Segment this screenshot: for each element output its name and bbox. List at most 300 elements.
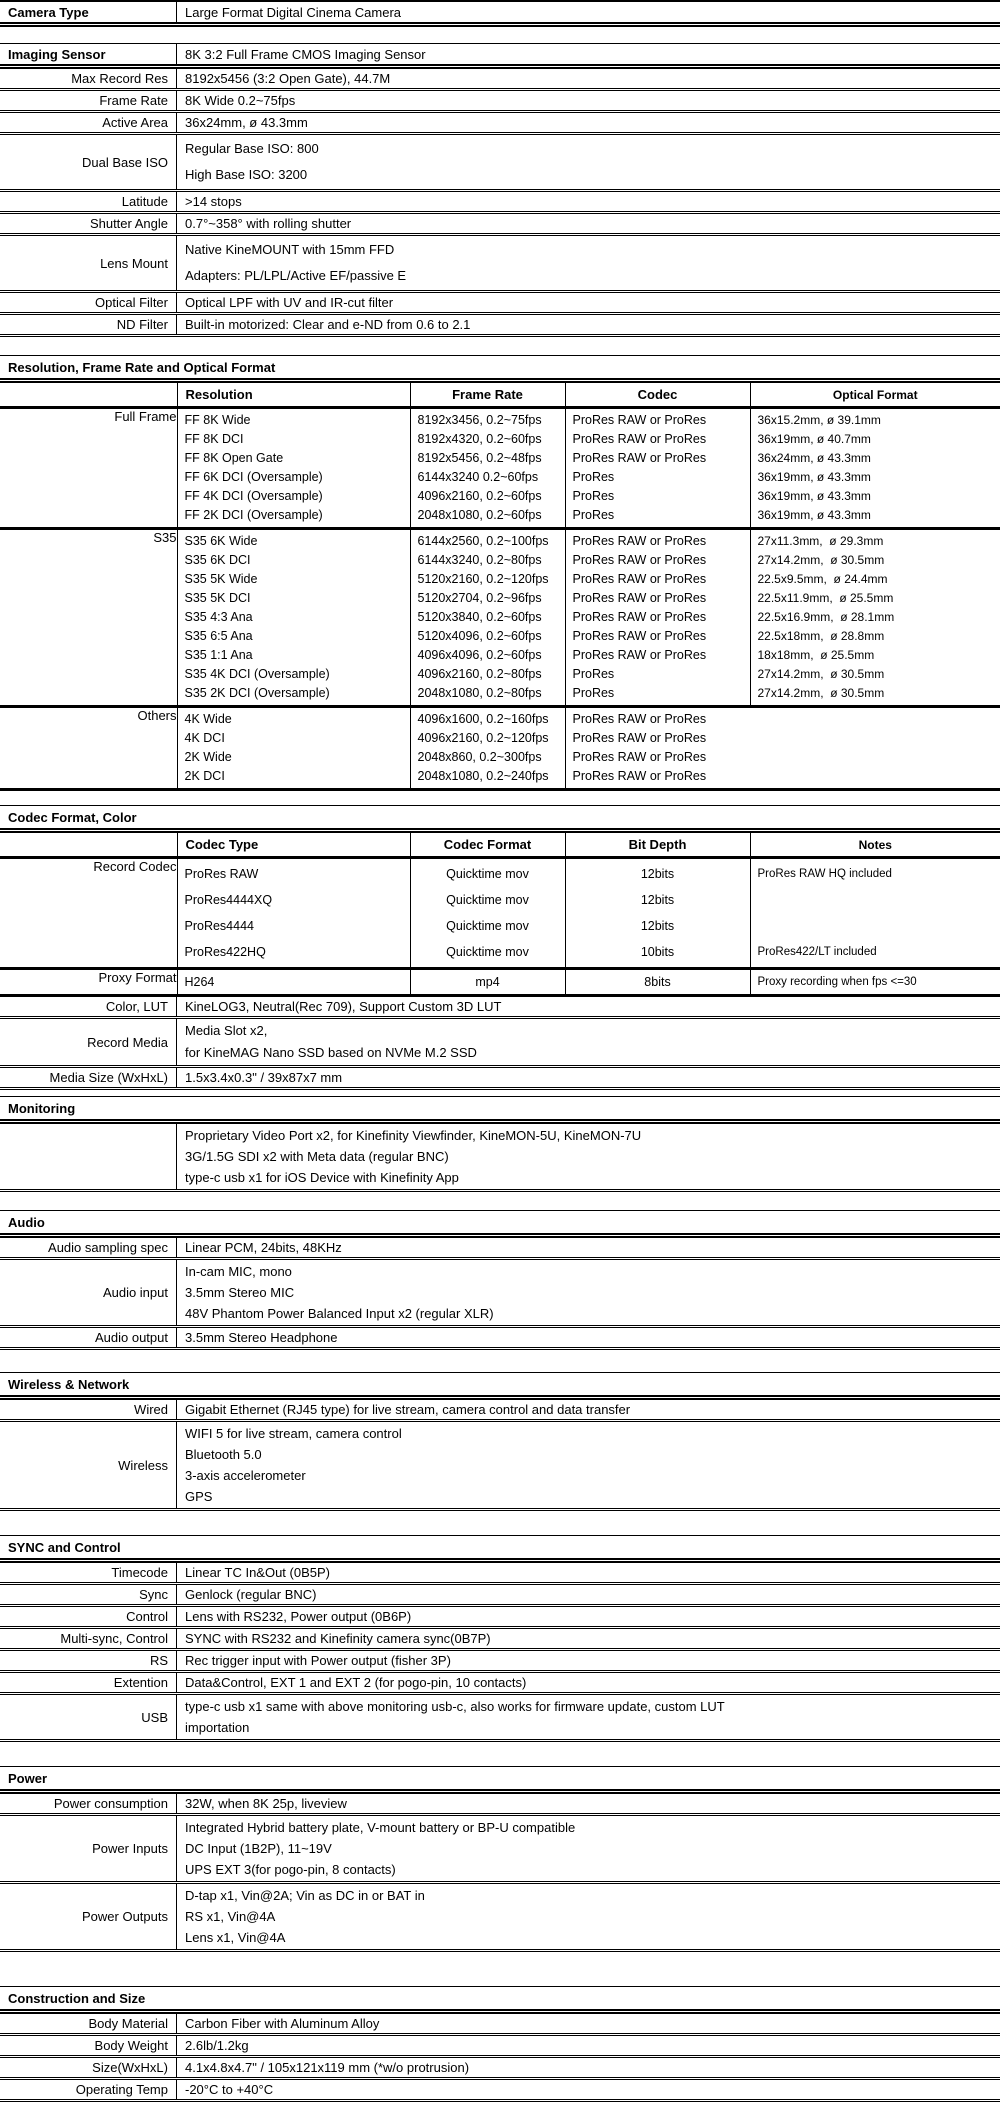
grid-cell-line: S35 6K DCI [178, 551, 410, 570]
spec-value-line: 48V Phantom Power Balanced Input x2 (regular XLR) [185, 1303, 1000, 1324]
grid-cell-line: ProRes RAW or ProRes [566, 710, 1000, 729]
spec-value-line: importation [185, 1717, 1000, 1738]
spec-row-value [177, 135, 1000, 189]
spec-value-line: SYNC with RS232 and Kinefinity camera sync(0B7P) [185, 1630, 1000, 1647]
grid-group-row [0, 707, 1000, 790]
grid-col-header: Codec Format [410, 833, 565, 858]
grid-cell-line: S35 2K DCI (Oversample) [178, 684, 410, 703]
spec-row-label: Max Record Res [0, 69, 177, 88]
grid-cell-line: 4096x4096, 0.2~60fps [411, 646, 565, 665]
spec-grid-resolution [0, 383, 1000, 791]
grid-cell [177, 969, 410, 996]
spec-value-line: Optical LPF with UV and IR-cut filter [185, 294, 1000, 311]
spec-row-label: Body Material [0, 2014, 177, 2033]
grid-cell-line: 8bits [566, 972, 750, 992]
grid-cell-line: ProRes RAW or ProRes [566, 767, 1000, 786]
spec-row-label: Audio sampling spec [0, 1238, 177, 1257]
section-header [0, 1766, 1000, 1794]
spec-row-label: Body Weight [0, 2036, 177, 2055]
grid-cell-line: ProRes RAW [178, 861, 410, 887]
section-camera-type [0, 0, 1000, 27]
grid-cell-line: 22.5x9.5mm, ø 24.4mm [751, 570, 1000, 589]
spec-value-line: Lens x1, Vin@4A [185, 1927, 1000, 1948]
grid-cell-line: S35 5K Wide [178, 570, 410, 589]
grid-cell-line: 5120x3840, 0.2~60fps [411, 608, 565, 627]
spec-row [0, 236, 1000, 293]
spec-value-line: 3-axis accelerometer [185, 1465, 1000, 1486]
spec-row [0, 1884, 1000, 1952]
section-sync [0, 1535, 1000, 1742]
spec-row-value [177, 1068, 1000, 1087]
grid-col-header: Frame Rate [410, 383, 565, 408]
spec-row [0, 214, 1000, 236]
grid-col-header: Resolution [177, 383, 410, 408]
section-title: Imaging Sensor [0, 44, 177, 64]
grid-cell-line: S35 1:1 Ana [178, 646, 410, 665]
section-header [0, 0, 1000, 27]
spec-row [0, 1124, 1000, 1192]
spec-row [0, 69, 1000, 91]
spec-row-label: Timecode [0, 1563, 177, 1582]
grid-group-label: Record Codec [0, 858, 177, 969]
spec-row [0, 1019, 1000, 1068]
spec-row-label: Power Inputs [0, 1816, 177, 1881]
spec-row-label: Wireless [0, 1422, 177, 1508]
grid-cell-line: 36x15.2mm, ø 39.1mm [751, 411, 1000, 430]
spec-row [0, 997, 1000, 1019]
spec-row [0, 135, 1000, 192]
spec-row [0, 1695, 1000, 1742]
spec-row-value [177, 1794, 1000, 1813]
spec-row-value [177, 192, 1000, 211]
section-title: Resolution, Frame Rate and Optical Format [0, 356, 1000, 378]
grid-cell [565, 969, 750, 996]
spec-value-line: D-tap x1, Vin@2A; Vin as DC in or BAT in [185, 1885, 1000, 1906]
spec-row [0, 113, 1000, 135]
grid-cell-line: ProRes RAW or ProRes [566, 646, 750, 665]
grid-cell-line: 36x24mm, ø 43.3mm [751, 449, 1000, 468]
spec-row [0, 315, 1000, 337]
spec-value-line: 36x24mm, ø 43.3mm [185, 114, 1000, 131]
grid-cell-line: H264 [178, 972, 410, 992]
spec-value-line: Native KineMOUNT with 15mm FFD [185, 237, 1000, 263]
grid-group-row [0, 529, 1000, 707]
spec-value-line: KineLOG3, Neutral(Rec 709), Support Custom 3D LUT [185, 998, 1000, 1015]
spec-row [0, 91, 1000, 113]
spec-row-label: Control [0, 1607, 177, 1626]
grid-cell-line: 27x14.2mm, ø 30.5mm [751, 551, 1000, 570]
grid-col-header: Codec [565, 383, 750, 408]
spec-value-line: WIFI 5 for live stream, camera control [185, 1423, 1000, 1444]
spec-row-value [177, 1651, 1000, 1670]
grid-cell [750, 969, 1000, 996]
section-header [0, 43, 1000, 69]
spec-value-line: Bluetooth 5.0 [185, 1444, 1000, 1465]
spec-row [0, 1400, 1000, 1422]
grid-cell-line: Proxy recording when fps <=30 [751, 972, 1000, 992]
grid-cell-line: 4K DCI [178, 729, 410, 748]
spec-row [0, 1629, 1000, 1651]
section-audio [0, 1210, 1000, 1350]
grid-group-label: S35 [0, 529, 177, 707]
grid-head [0, 383, 1000, 408]
grid-col-header: Codec Type [177, 833, 410, 858]
grid-cell [410, 969, 565, 996]
grid-cell-line: 18x18mm, ø 25.5mm [751, 646, 1000, 665]
section-title: Wireless & Network [0, 1373, 1000, 1395]
grid-cell-line [751, 887, 1000, 913]
grid-cell-line: 5120x2704, 0.2~96fps [411, 589, 565, 608]
spec-row [0, 1673, 1000, 1695]
spec-value-line: 32W, when 8K 25p, liveview [185, 1795, 1000, 1812]
spec-row-label: Size(WxHxL) [0, 2058, 177, 2077]
section-header [0, 355, 1000, 383]
grid-cell [565, 858, 750, 969]
spec-row-value [177, 1400, 1000, 1419]
section-header-value: 8K 3:2 Full Frame CMOS Imaging Sensor [177, 44, 1000, 64]
spec-row-value [177, 293, 1000, 312]
grid-cell-line: 5120x4096, 0.2~60fps [411, 627, 565, 646]
grid-cell [565, 408, 750, 529]
section-header [0, 1210, 1000, 1238]
section-title: Construction and Size [0, 1987, 1000, 2009]
grid-cell-line: ProRes RAW or ProRes [566, 627, 750, 646]
grid-header-row [0, 833, 1000, 858]
spec-row [0, 1651, 1000, 1673]
spec-value-line: GPS [185, 1486, 1000, 1507]
spec-row-label: Multi-sync, Control [0, 1629, 177, 1648]
section-header [0, 1986, 1000, 2014]
grid-cell-line: FF 2K DCI (Oversample) [178, 506, 410, 525]
section-construction [0, 1986, 1000, 2102]
section-power [0, 1766, 1000, 1952]
grid-cell-line: 4096x2160, 0.2~60fps [411, 487, 565, 506]
grid-cell [177, 858, 410, 969]
spec-row-value [177, 236, 1000, 290]
grid-cell [565, 529, 750, 707]
grid-cell [750, 858, 1000, 969]
spec-row-label: Operating Temp [0, 2080, 177, 2099]
spec-value-line: type-c usb x1 for iOS Device with Kinefinity App [185, 1167, 1000, 1188]
grid-cell-line: 27x14.2mm, ø 30.5mm [751, 665, 1000, 684]
spec-row-label: ND Filter [0, 315, 177, 334]
spec-row-value [177, 1260, 1000, 1325]
grid-cell-line: 4096x2160, 0.2~120fps [411, 729, 565, 748]
grid-cell-line: 8192x5456, 0.2~48fps [411, 449, 565, 468]
spec-value-line: 3.5mm Stereo Headphone [185, 1329, 1000, 1346]
spec-row-value [177, 1629, 1000, 1648]
grid-cell-line: ProRes RAW or ProRes [566, 570, 750, 589]
grid-cell-line: 4K Wide [178, 710, 410, 729]
grid-body [0, 408, 1000, 790]
spec-row [0, 2014, 1000, 2036]
spec-row-value [177, 1238, 1000, 1257]
spec-row-label: Audio input [0, 1260, 177, 1325]
grid-cell-line: 27x14.2mm, ø 30.5mm [751, 684, 1000, 703]
grid-cell-line: Quicktime mov [411, 913, 565, 939]
grid-cell [410, 858, 565, 969]
section-resolution [0, 355, 1000, 791]
spec-row [0, 1585, 1000, 1607]
spec-row-label: Color, LUT [0, 997, 177, 1016]
spec-row-label: Latitude [0, 192, 177, 211]
grid-cell-line: S35 6K Wide [178, 532, 410, 551]
spec-value-line: type-c usb x1 same with above monitoring usb-c, also works for firmware update, custom LUT [185, 1696, 1000, 1717]
grid-group-label: Others [0, 707, 177, 790]
spec-row-value [177, 91, 1000, 110]
grid-cell-line: 8192x3456, 0.2~75fps [411, 411, 565, 430]
grid-cell-line: 2K Wide [178, 748, 410, 767]
grid-cell-line: FF 8K Open Gate [178, 449, 410, 468]
grid-cell-line: 36x19mm, ø 43.3mm [751, 487, 1000, 506]
spec-row-value [177, 2058, 1000, 2077]
spec-value-line: Linear TC In&Out (0B5P) [185, 1564, 1000, 1581]
grid-cell-line: 27x11.3mm, ø 29.3mm [751, 532, 1000, 551]
grid-cell-line: ProRes4444 [178, 913, 410, 939]
grid-cell [177, 529, 410, 707]
section-header-value: Large Format Digital Cinema Camera [177, 2, 1000, 22]
grid-cell-line: ProRes RAW or ProRes [566, 748, 1000, 767]
spec-row-label: Power Outputs [0, 1884, 177, 1949]
grid-corner-cell [0, 383, 177, 408]
grid-cell-line: 2048x1080, 0.2~80fps [411, 684, 565, 703]
spec-row [0, 2036, 1000, 2058]
grid-cell [750, 529, 1000, 707]
grid-cell-line: ProRes RAW or ProRes [566, 608, 750, 627]
grid-cell [177, 408, 410, 529]
grid-cell-line: 6144x3240 0.2~60fps [411, 468, 565, 487]
grid-cell-line: 10bits [566, 939, 750, 965]
grid-cell [410, 529, 565, 707]
spec-value-line: High Base ISO: 3200 [185, 162, 1000, 188]
spec-value-line: Rec trigger input with Power output (fisher 3P) [185, 1652, 1000, 1669]
spec-value-line: In-cam MIC, mono [185, 1261, 1000, 1282]
section-imaging-sensor [0, 43, 1000, 337]
spec-row-value [177, 1884, 1000, 1949]
grid-cell-line: S35 5K DCI [178, 589, 410, 608]
spec-row-label: Record Media [0, 1019, 177, 1065]
spec-value-line: Built-in motorized: Clear and e-ND from 0.6 to 2.1 [185, 316, 1000, 333]
grid-cell-line: 12bits [566, 861, 750, 887]
spec-row [0, 1328, 1000, 1350]
spec-row-label: Media Size (WxHxL) [0, 1068, 177, 1087]
grid-cell-line: 36x19mm, ø 43.3mm [751, 506, 1000, 525]
grid-cell-line: ProRes RAW HQ included [751, 861, 1000, 887]
grid-cell [750, 408, 1000, 529]
grid-cell-line: FF 6K DCI (Oversample) [178, 468, 410, 487]
spec-value-line: Lens with RS232, Power output (0B6P) [185, 1608, 1000, 1625]
grid-cell-line: mp4 [411, 972, 565, 992]
spec-row-value [177, 2014, 1000, 2033]
grid-cell-line: ProRes [566, 684, 750, 703]
spec-value-line: 8K Wide 0.2~75fps [185, 92, 1000, 109]
grid-cell-line: ProRes RAW or ProRes [566, 532, 750, 551]
spec-value-line: Media Slot x2, [185, 1020, 1000, 1042]
grid-cell-line: FF 8K Wide [178, 411, 410, 430]
grid-cell-line: 36x19mm, ø 43.3mm [751, 468, 1000, 487]
spec-row-label: Extention [0, 1673, 177, 1692]
grid-cell-line: 22.5x16.9mm, ø 28.1mm [751, 608, 1000, 627]
grid-cell-line: 2048x860, 0.2~300fps [411, 748, 565, 767]
grid-col-header: Bit Depth [565, 833, 750, 858]
section-title: Power [0, 1767, 1000, 1789]
spec-row-value [177, 1673, 1000, 1692]
grid-cell [410, 707, 565, 790]
grid-cell-line: S35 4:3 Ana [178, 608, 410, 627]
grid-cell-line: Quicktime mov [411, 939, 565, 965]
grid-cell-line: 36x19mm, ø 40.7mm [751, 430, 1000, 449]
spec-value-line: UPS EXT 3(for pogo-pin, 8 contacts) [185, 1859, 1000, 1880]
spec-value-line: 1.5x3.4x0.3" / 39x87x7 mm [185, 1069, 1000, 1086]
grid-cell-line: ProRes RAW or ProRes [566, 589, 750, 608]
grid-cell-line: 12bits [566, 887, 750, 913]
spec-row-label: Audio output [0, 1328, 177, 1347]
spec-row-value [177, 1124, 1000, 1189]
grid-cell-line: 22.5x18mm, ø 28.8mm [751, 627, 1000, 646]
spec-row-label: USB [0, 1695, 177, 1739]
grid-cell-line: 12bits [566, 913, 750, 939]
spec-value-line: Linear PCM, 24bits, 48KHz [185, 1239, 1000, 1256]
spec-row [0, 1816, 1000, 1884]
grid-cell-line: ProRes [566, 468, 750, 487]
grid-cell-line: FF 8K DCI [178, 430, 410, 449]
grid-cell-line: ProRes RAW or ProRes [566, 551, 750, 570]
spec-value-line: 4.1x4.8x4.7" / 105x121x119 mm (*w/o protrusion) [185, 2059, 1000, 2076]
spec-value-line: Regular Base ISO: 800 [185, 136, 1000, 162]
spec-row-value [177, 315, 1000, 334]
spec-row-value [177, 1328, 1000, 1347]
spec-value-line: Gigabit Ethernet (RJ45 type) for live stream, camera control and data transfer [185, 1401, 1000, 1418]
grid-cell-line: ProRes [566, 506, 750, 525]
grid-group-label: Proxy Format [0, 969, 177, 996]
spec-row [0, 1238, 1000, 1260]
spec-row-label: Sync [0, 1585, 177, 1604]
spec-row-label [0, 1124, 177, 1189]
grid-cell [177, 707, 410, 790]
spec-row [0, 192, 1000, 214]
grid-cell-line: 4096x2160, 0.2~80fps [411, 665, 565, 684]
spec-row-label: Shutter Angle [0, 214, 177, 233]
spec-value-line: 3.5mm Stereo MIC [185, 1282, 1000, 1303]
spec-row-label: RS [0, 1651, 177, 1670]
grid-col-header: Optical Format [750, 383, 1000, 408]
spec-row-label: Wired [0, 1400, 177, 1419]
grid-cell-line: ProRes422HQ [178, 939, 410, 965]
spec-row-value [177, 2036, 1000, 2055]
section-header [0, 1535, 1000, 1563]
spec-value-line: Data&Control, EXT 1 and EXT 2 (for pogo-pin, 10 contacts) [185, 1674, 1000, 1691]
spec-row [0, 2080, 1000, 2102]
spec-row-value [177, 1019, 1000, 1065]
grid-cell-line: 6144x3240, 0.2~80fps [411, 551, 565, 570]
section-monitoring [0, 1096, 1000, 1192]
grid-cell-line: Quicktime mov [411, 887, 565, 913]
spec-row-label: Power consumption [0, 1794, 177, 1813]
grid-corner-cell [0, 833, 177, 858]
spec-row-value [177, 1585, 1000, 1604]
grid-col-header: Notes [750, 833, 1000, 858]
grid-cell-line: 2048x1080, 0.2~240fps [411, 767, 565, 786]
spec-value-line: for KineMAG Nano SSD based on NVMe M.2 SSD [185, 1042, 1000, 1064]
spec-row [0, 2058, 1000, 2080]
grid-cell-line: 4096x1600, 0.2~160fps [411, 710, 565, 729]
spec-row-value [177, 1816, 1000, 1881]
grid-cell-line: 2048x1080, 0.2~60fps [411, 506, 565, 525]
section-header [0, 805, 1000, 833]
grid-body [0, 858, 1000, 996]
grid-cell-line: S35 6:5 Ana [178, 627, 410, 646]
spec-row-value [177, 1607, 1000, 1626]
spec-row-label: Optical Filter [0, 293, 177, 312]
grid-cell-line: FF 4K DCI (Oversample) [178, 487, 410, 506]
grid-group-row [0, 408, 1000, 529]
grid-cell [410, 408, 565, 529]
spec-value-line: Adapters: PL/LPL/Active EF/passive E [185, 263, 1000, 289]
spec-value-line: 8192x5456 (3:2 Open Gate), 44.7M [185, 70, 1000, 87]
spec-value-line: Proprietary Video Port x2, for Kinefinity Viewfinder, KineMON-5U, KineMON-7U [185, 1125, 1000, 1146]
spec-row [0, 293, 1000, 315]
grid-cell-line: 6144x2560, 0.2~100fps [411, 532, 565, 551]
grid-cell-line: ProRes [566, 665, 750, 684]
section-title: SYNC and Control [0, 1536, 1000, 1558]
spec-value-line: Integrated Hybrid battery plate, V-mount battery or BP-U compatible [185, 1817, 1000, 1838]
section-title: Codec Format, Color [0, 806, 1000, 828]
grid-cell [565, 707, 1000, 790]
section-codec [0, 805, 1000, 1090]
spec-value-line: 3G/1.5G SDI x2 with Meta data (regular BNC) [185, 1146, 1000, 1167]
spec-row [0, 1794, 1000, 1816]
spec-row [0, 1607, 1000, 1629]
section-title: Monitoring [0, 1097, 1000, 1119]
grid-group-row [0, 969, 1000, 996]
section-title: Audio [0, 1211, 1000, 1233]
spec-value-line: RS x1, Vin@4A [185, 1906, 1000, 1927]
grid-cell-line: ProRes RAW or ProRes [566, 449, 750, 468]
spec-value-line: Carbon Fiber with Aluminum Alloy [185, 2015, 1000, 2032]
spec-row [0, 1068, 1000, 1090]
grid-cell-line: ProRes4444XQ [178, 887, 410, 913]
grid-cell-line: 8192x4320, 0.2~60fps [411, 430, 565, 449]
grid-cell-line: ProRes [566, 487, 750, 506]
spec-row-value [177, 997, 1000, 1016]
spec-row [0, 1260, 1000, 1328]
spec-row-value [177, 69, 1000, 88]
grid-cell-line: Quicktime mov [411, 861, 565, 887]
grid-cell-line: 22.5x11.9mm, ø 25.5mm [751, 589, 1000, 608]
spec-row-value [177, 1563, 1000, 1582]
grid-cell-line: S35 4K DCI (Oversample) [178, 665, 410, 684]
section-title: Camera Type [0, 2, 177, 22]
spec-value-line: 2.6lb/1.2kg [185, 2037, 1000, 2054]
grid-head [0, 833, 1000, 858]
spec-row-label: Active Area [0, 113, 177, 132]
spec-row [0, 1422, 1000, 1511]
spec-row-label: Dual Base ISO [0, 135, 177, 189]
spec-value-line: DC Input (1B2P), 11~19V [185, 1838, 1000, 1859]
grid-group-row [0, 858, 1000, 969]
section-header [0, 1096, 1000, 1124]
spec-grid-codec [0, 833, 1000, 997]
spec-row [0, 1563, 1000, 1585]
spec-row-value [177, 214, 1000, 233]
grid-header-row [0, 383, 1000, 408]
spec-value-line: 0.7°~358° with rolling shutter [185, 215, 1000, 232]
grid-cell-line: ProRes RAW or ProRes [566, 729, 1000, 748]
spec-row-value [177, 1422, 1000, 1508]
spec-row-value [177, 2080, 1000, 2099]
grid-cell-line: ProRes RAW or ProRes [566, 430, 750, 449]
grid-cell-line: 2K DCI [178, 767, 410, 786]
